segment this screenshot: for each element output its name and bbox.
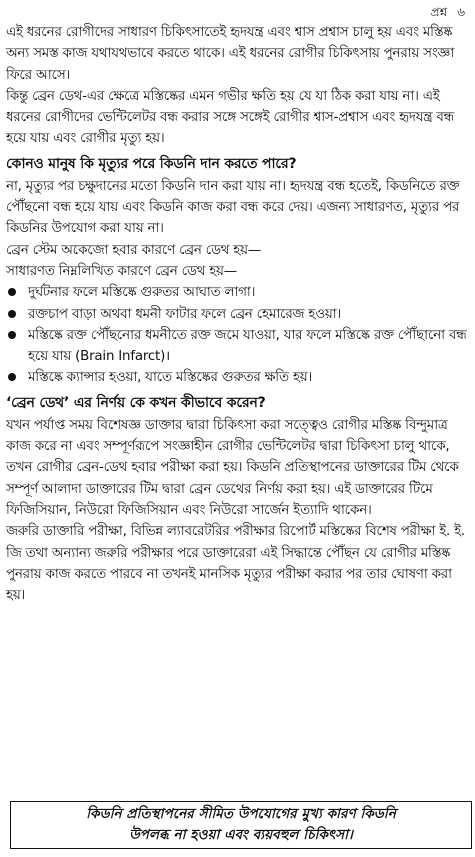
highlight-box xyxy=(10,801,472,849)
bullet-icon xyxy=(8,373,16,381)
header-symbol: প্রশ্ন xyxy=(430,5,448,19)
list-item-text: মস্তিষ্কে রক্ত পৌঁছনোর ধমনীতে রক্ত জমে যাওয়া, যার ফলে মস্তিষ্কে রক্ত পৌঁছানো বন্ধ হয়ে যায় (Brain Infarct)। xyxy=(28,327,467,365)
section-heading: ‘ব্রেন ডেথ’ এর নির্ণয় কে কখন কীভাবে করেন? xyxy=(6,394,266,411)
bullet-icon xyxy=(8,288,16,296)
bullet-list xyxy=(6,282,469,388)
paragraph: যখন পর্যাপ্ত সময় বিশেষজ্ঞ ডাক্তার দ্বারা চিকিৎসা করা সত্ত্বেও রোগীর মস্তিষ্ক বিন্দুমাত্র কাজ করে না এবং সম্পূর্ণরূপে সংজ্ঞাহীন রোগীর ভেন্টিলেটর দ্বারা চিকিৎসা চালু থাকে, তখন রোগীর ব্রেন-ডেথ হবার পরীক্ষা করা হয়। কিডনি প্রতিস্থাপনের ডাক্তারের টিম থেকে সম্পূর্ণ আলাদা ডাক্তারের টিম দ্বারা ব্রেন ডেথের নির্ণয় করা হয়। এই ডাক্তারের টিমে ফিজিসিয়ান, নিউরো ফিজিসিয়ান এবং নিউরো সার্জেন ইত্যাদি থাকেন। xyxy=(6,417,459,518)
list-item-text: মস্তিষ্কে ক্যান্সার হওয়া, যাতে মস্তিষ্কের গুরুতর ক্ষতি হয়। xyxy=(28,370,313,386)
section-heading: কোনও মানুষ কি মৃত্যুর পরে কিডনি দান করতে পারে? xyxy=(6,155,297,172)
list-item xyxy=(6,325,469,368)
highlight-line: কিডনি প্রতিস্থাপনের সীমিত উপযোগের মুখ্য কারণ কিডনি xyxy=(86,806,396,822)
paragraph: কিন্তু ব্রেন ডেথ-এর ক্ষেত্রে মস্তিষ্কের এমন গভীর ক্ষতি হয় যে যা ঠিক করা যায় না। এই ধরনের রোগীদের ভেন্টিলেটর বন্ধ করার সঙ্গে সঙ্গেই রোগীর শ্বাস-প্রশ্বাস এবং হৃদযন্ত্র বন্ধ হয়ে যায় এবং রোগীর মৃত্যু হয়। xyxy=(6,88,455,147)
bullet-icon xyxy=(8,310,16,318)
list-item-text: দুর্ঘটনার ফলে মস্তিষ্কে গুরুতর আঘাত লাগা। xyxy=(28,285,256,301)
list-item xyxy=(6,282,469,303)
list-item xyxy=(6,367,469,388)
list-item-text: রক্তচাপ বাড়া অথবা ধমনী ফাটার ফলে ব্রেন হেমারেজ হওয়া। xyxy=(28,306,342,322)
paragraph: না, মৃত্যুর পর চক্ষুদানের মতো কিডনি দান করা যায় না। হৃদযন্ত্র বন্ধ হতেই, কিডনিতে রক্ত পৌঁছনো বন্ধ হয়ে যায় এবং কিডনি কাজ করা বন্ধ করে দেয়। এজন্য সাধারণত, মৃত্যুর পর কিডনির উপযোগ করা যায় না। xyxy=(6,178,460,237)
bullet-icon xyxy=(8,331,16,339)
body-text xyxy=(6,22,469,606)
highlight-line: উপলব্ধ না হওয়া এবং ব্যয়বহুল চিকিৎসা। xyxy=(129,827,353,843)
paragraph: জরুরি ডাক্তারি পরীক্ষা, বিভিন্ন ল্যাবরেটরির পরীক্ষার রিপোর্ট মস্তিষ্কের বিশেষ পরীক্ষা ই. ই. জি তথা অন্যান্য জরুরি পরীক্ষার পরে ডাক্তারেরা এই সিদ্ধান্তে পৌঁছন যে রোগীর মস্তিষ্ক পুনরায় কাজ করতে পারবে না তখনই মানসিক মৃত্যুর পরীক্ষা করার পর তার ঘোষণা করা হয়। xyxy=(6,524,465,604)
page-number: ৬ xyxy=(457,5,465,19)
list-item xyxy=(6,304,469,325)
paragraph: ব্রেন স্টেম অকেজো হবার কারণে ব্রেন ডেথ হয়— xyxy=(6,242,262,258)
page-header xyxy=(431,4,465,24)
paragraph: সাধারণত নিম্নলিখিত কারণে ব্রেন ডেথ হয়— xyxy=(6,263,237,279)
paragraph: এই ধরনের রোগীদের সাধারণ চিকিৎসাতেই হৃদযন্ত্র এবং শ্বাস প্রশ্বাস চালু হয় এবং মস্তিষ্ক অন্য সমস্ত কাজ যথাযথভাবে করতে থাকে। এই ধরনের রোগীর চিকিৎসায় পুনরায় সংজ্ঞা ফিরে আসে। xyxy=(6,25,455,83)
